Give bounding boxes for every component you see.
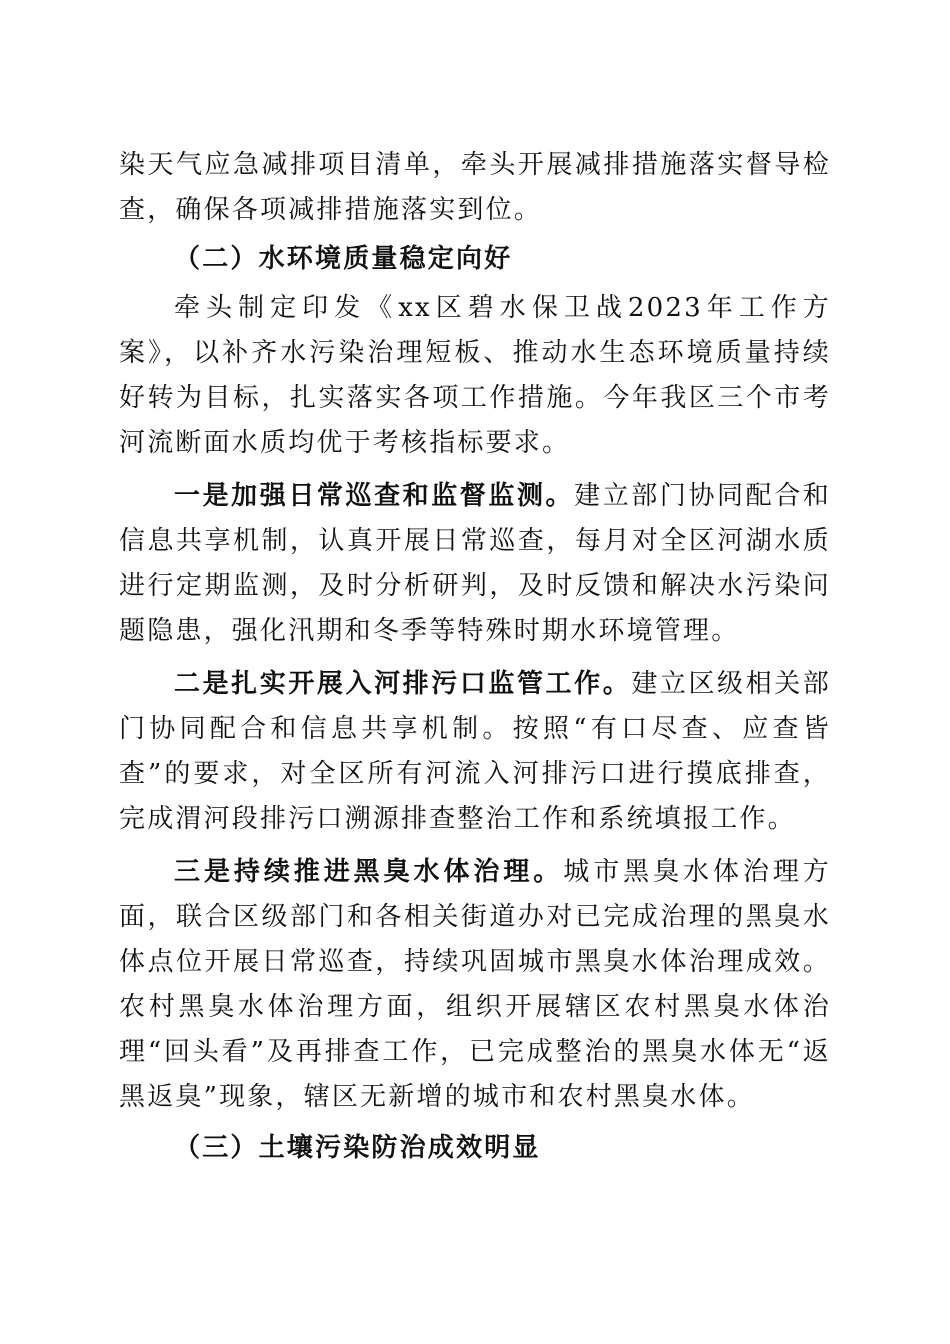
- section-heading-soil: （三）土壤污染防治成效明显: [174, 1133, 541, 1163]
- paragraph-lead-outfall: 二是扎实开展入河排污口监管工作。: [174, 669, 632, 699]
- paragraph-inspection: [119, 474, 831, 654]
- paragraph-outfall: [119, 662, 831, 842]
- paragraph-lead-black-water: 三是持续推进黑臭水体治理。: [174, 857, 564, 887]
- paragraph-lead-inspection: 一是加强日常巡查和监督监测。: [174, 481, 575, 511]
- paragraph-black-water: [119, 850, 831, 1120]
- paragraph-body-black-water: 城市黑臭水体治理方面，联合区级部门和各相关街道办对已完成治理的黑臭水体点位开展日常巡查，持续巩固城市黑臭水体治理成效。农村黑臭水体治理方面，组织开展辖区农村黑臭水体治理“回头看”及再排查工作，已完成整治的黑臭水体无“返黑返臭”现象，辖区无新增的城市和农村黑臭水体。: [119, 857, 831, 1112]
- paragraph-water-plan: 牵头制定印发《xx区碧水保卫战2023年工作方案》，以补齐水污染治理短板、推动水生态环境质量持续好转为目标，扎实落实各项工作措施。今年我区三个市考河流断面水质均优于考核指标要求。: [119, 293, 831, 458]
- document-body: [119, 143, 831, 1171]
- paragraph-body-outfall: 建立区级相关部门协同配合和信息共享机制。按照“有口尽查、应查皆查”的要求，对全区所有河流入河排污口进行摸底排查，完成渭河段排污口溯源排查整治工作和系统填报工作。: [119, 669, 832, 834]
- paragraph-continuation: 染天气应急减排项目清单，牵头开展减排措施落实督导检查，确保各项减排措施落实到位。: [119, 150, 831, 225]
- section-heading-water: （二）水环境质量稳定向好: [174, 244, 513, 274]
- paragraph-body-inspection: 建立部门协同配合和信息共享机制，认真开展日常巡查，每月对全区河湖水质进行定期监测，及时分析研判，及时反馈和解决水污染问题隐患，强化汛期和冬季等特殊时期水环境管理。: [119, 481, 831, 646]
